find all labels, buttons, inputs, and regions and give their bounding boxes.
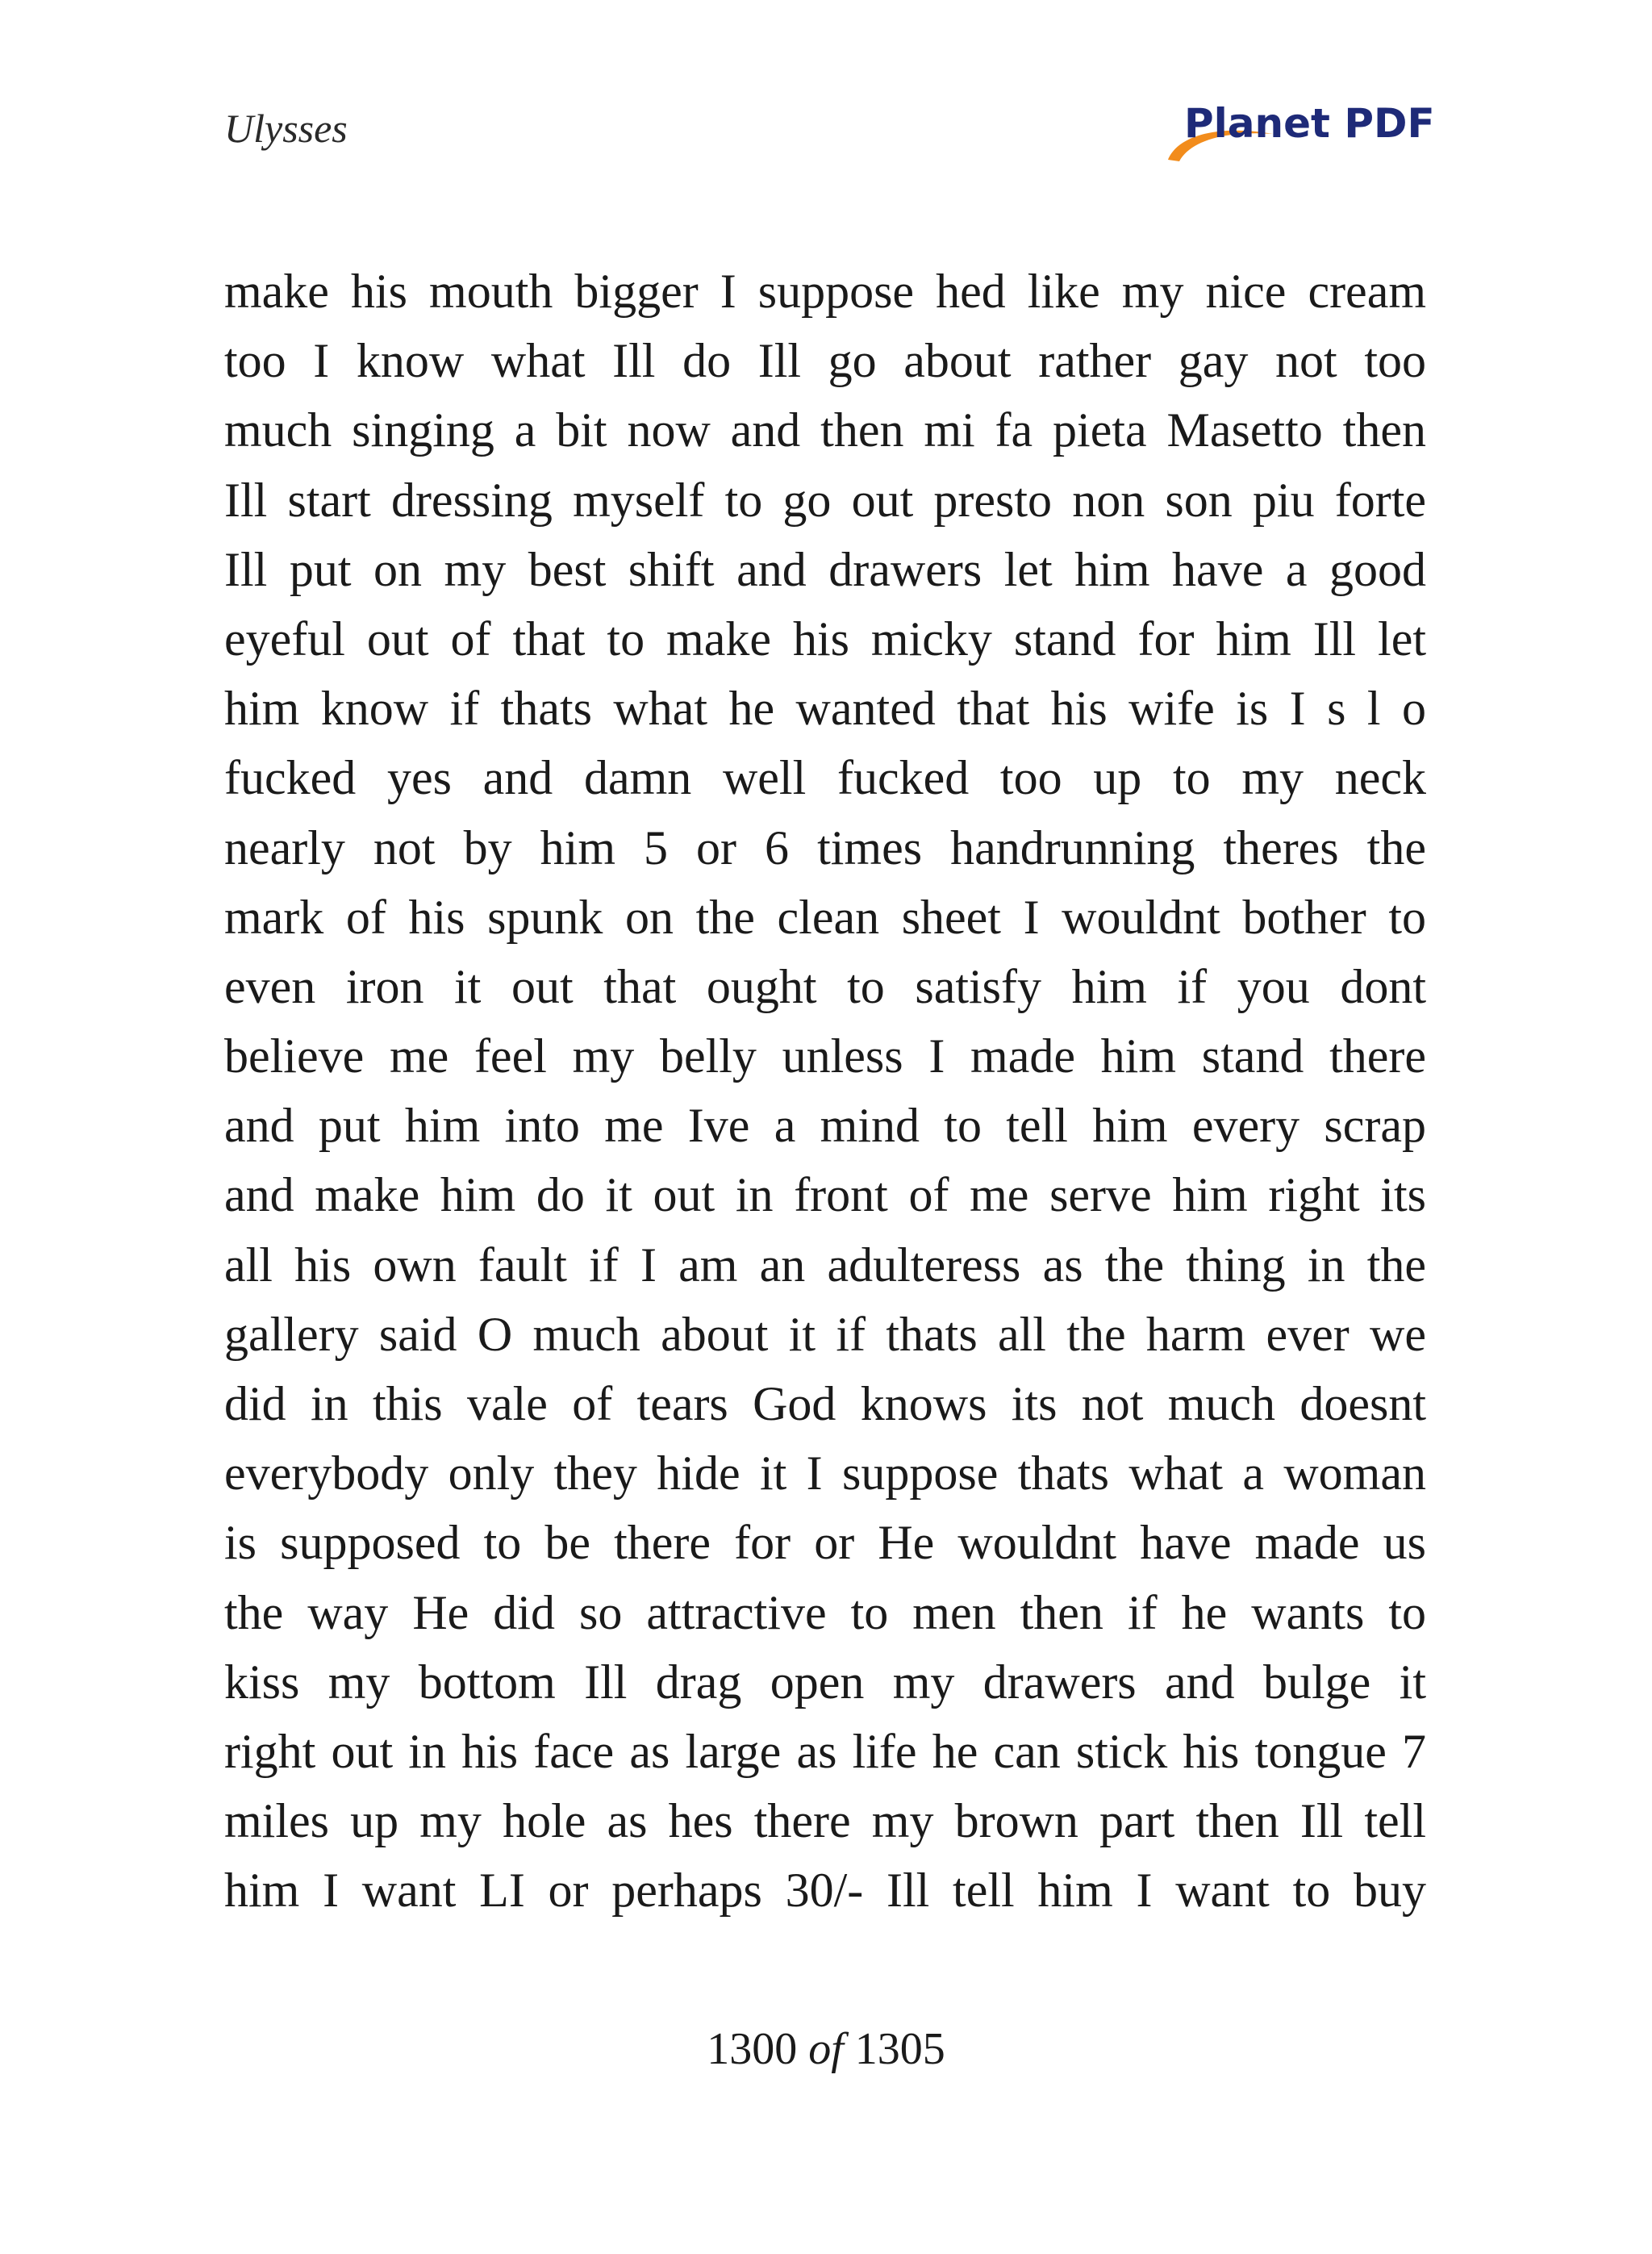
text-line: him I want LI or perhaps 30/- Ill tell him I want to buy xyxy=(224,1864,1426,1918)
text-line: even iron it out that ought to satisfy him if you dont xyxy=(224,959,1426,1013)
text-line: the way He did so attractive to men then if he wants to xyxy=(224,1585,1426,1639)
text-line: gallery said O much about it if thats all the harm ever we xyxy=(224,1307,1426,1361)
text-line: much singing a bit now and then mi fa pieta Masetto then xyxy=(224,403,1426,457)
page-of-label: of xyxy=(808,2024,844,2074)
text-line: believe me feel my belly unless I made him stand there xyxy=(224,1029,1426,1083)
page-current: 1300 xyxy=(707,2024,798,2074)
text-line: eyeful out of that to make his micky stand for him Ill let xyxy=(224,612,1426,666)
text-line: all his own fault if I am an adulteress as the thing in the xyxy=(224,1238,1426,1292)
planet-pdf-logo xyxy=(1162,97,1435,169)
document-title: Ulysses xyxy=(224,106,348,151)
text-line: him know if thats what he wanted that his wife is I s l o xyxy=(224,682,1426,736)
text-line: kiss my bottom Ill drag open my drawers and bulge it xyxy=(224,1655,1426,1709)
text-line: miles up my hole as hes there my brown part then Ill tell xyxy=(224,1794,1426,1848)
logo-text: Planet PDF xyxy=(1184,100,1435,147)
text-line: nearly not by him 5 or 6 times handrunning theres the xyxy=(224,820,1426,874)
text-line: right out in his face as large as life he can stick his tongue 7 xyxy=(224,1724,1426,1778)
text-line: fucked yes and damn well fucked too up to my neck xyxy=(224,751,1426,805)
page-number xyxy=(0,2023,1652,2075)
text-line: did in this vale of tears God knows its not much doesnt xyxy=(224,1377,1426,1430)
text-line: Ill put on my best shift and drawers let him have a good xyxy=(224,542,1426,596)
text-line: too I know what Ill do Ill go about rather gay not too xyxy=(224,334,1426,388)
page-body-text xyxy=(224,257,1426,1926)
page-total: 1305 xyxy=(854,2024,945,2074)
text-line: and make him do it out in front of me serve him right its xyxy=(224,1168,1426,1222)
text-line: everybody only they hide it I suppose thats what a woman xyxy=(224,1446,1426,1501)
text-line: mark of his spunk on the clean sheet I wouldnt bother to xyxy=(224,890,1426,944)
text-line: and put him into me Ive a mind to tell him every scrap xyxy=(224,1099,1426,1153)
text-line: make his mouth bigger I suppose hed like my nice cream xyxy=(224,265,1426,318)
text-line: Ill start dressing myself to go out presto non son piu forte xyxy=(224,473,1426,527)
text-line: is supposed to be there for or He wouldnt have made us xyxy=(224,1516,1426,1570)
